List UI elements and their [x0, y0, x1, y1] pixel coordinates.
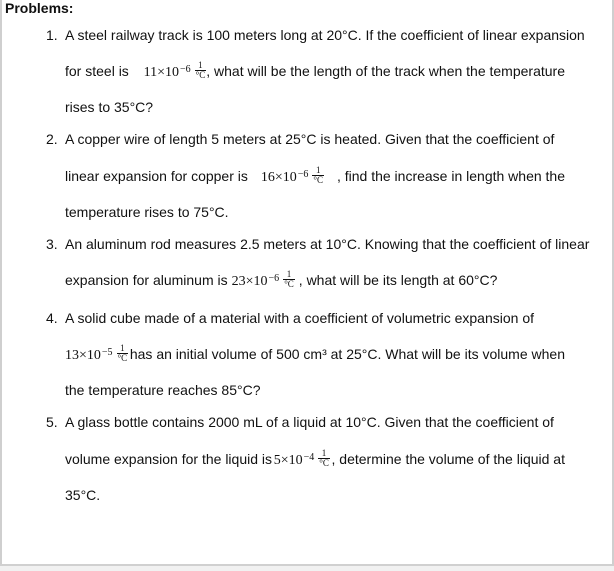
- problem-2-coef-exponent: −6: [297, 169, 309, 180]
- problem-5-coef-exponent: −4: [303, 452, 315, 463]
- problem-4-line-2-end: has an initial volume of 500 cm³ at 25°C. What will be its volume when: [129, 346, 565, 362]
- problem-3-coef-exponent: −6: [268, 273, 280, 284]
- problem-5-unit-fraction: [318, 449, 330, 468]
- problem-5-coefficient-value: [274, 453, 315, 468]
- problem-1-number: 1.: [46, 27, 58, 43]
- problem-1-coefficient: [143, 59, 565, 83]
- problem-1-unit-fraction: [195, 61, 207, 80]
- problem-5-line-1-text: A glass bottle contains 2000 mL of a liquid at 10°C. Given that the coefficient of: [65, 414, 554, 430]
- problem-3-line-2: [65, 268, 498, 292]
- problem-3-fraction-denominator: °C: [284, 278, 294, 289]
- problem-1-coef-base: 11×10: [143, 65, 179, 80]
- problem-3-line-2-end: , what will be its length at 60°C?: [298, 272, 498, 288]
- problem-1-line-1: [65, 26, 585, 44]
- problem-5-fraction-denominator: °C: [319, 457, 329, 468]
- problem-2-line-1-text: A copper wire of length 5 meters at 25°C is heated. Given that the coefficient of: [65, 131, 555, 147]
- problem-3-line-2-start: expansion for aluminum is: [65, 272, 228, 288]
- problem-1-line-2-end: , what will be the length of the track when the temperature: [206, 63, 565, 79]
- problem-4-line-1: [65, 309, 565, 327]
- problem-4-line-3: the temperature reaches 85°C?: [65, 382, 261, 398]
- problem-2-number: 2.: [46, 131, 58, 147]
- problem-1-fraction-numerator: 1: [195, 61, 207, 71]
- problem-5-line-2-end: , determine the volume of the liquid at: [331, 451, 565, 467]
- problem-1-fraction-denominator: °C: [195, 69, 206, 80]
- problem-4-coefficient-value: [65, 348, 113, 363]
- problems-heading: Problems:: [5, 0, 74, 16]
- problem-5-line-2-start: volume expansion for the liquid is: [65, 451, 273, 467]
- problem-4-unit-fraction: [117, 344, 129, 363]
- problem-4-coef-exponent: −5: [101, 347, 113, 358]
- problem-2-unit-fraction: [312, 166, 324, 185]
- problem-3-coef-base: 23×10: [231, 274, 268, 289]
- problem-3-line-1: [65, 235, 590, 253]
- problem-4-line-1-text: A solid cube made of a material with a coefficient of volumetric expansion of: [65, 310, 534, 326]
- problem-1-line-3: rises to 35°C?: [65, 99, 154, 115]
- problem-1-line-1-text: A steel railway track is 100 meters long at 20°C. If the coefficient of linear expansion: [65, 27, 585, 43]
- page-border-left: [0, 0, 2, 566]
- problem-4-coef-base: 13×10: [65, 348, 101, 363]
- problem-2-line-2-end: , find the increase in length when the: [336, 168, 565, 184]
- problem-3-number: 3.: [46, 236, 58, 252]
- problem-2-fraction-denominator: °C: [313, 174, 323, 185]
- problem-2-fraction-numerator: 1: [312, 166, 324, 176]
- problem-5-number: 5.: [46, 414, 58, 430]
- page-bottom-shadow: [0, 566, 614, 571]
- problem-3-unit-fraction: [283, 270, 295, 289]
- problem-1-line-2-start: for steel is: [65, 63, 129, 79]
- problem-2-coefficient-value: [261, 170, 309, 185]
- problem-5-line-2: [65, 447, 565, 471]
- problem-3-line-1-text: An aluminum rod measures 2.5 meters at 10°C. Knowing that the coefficient of linear: [65, 236, 590, 252]
- problem-4-fraction-numerator: 1: [117, 344, 129, 354]
- problem-2-line-2: [65, 164, 565, 188]
- problem-1-line-2: [65, 59, 565, 83]
- problem-4-fraction-denominator: °C: [117, 352, 128, 363]
- problem-1-coefficient-value: [144, 65, 191, 80]
- problem-2-coef-base: 16×10: [260, 170, 297, 185]
- problem-5-coef-base: 5×10: [273, 453, 303, 468]
- problem-2-coefficient: [260, 164, 324, 188]
- problem-2-line-2-start: linear expansion for copper is: [65, 168, 248, 184]
- problem-4-number: 4.: [46, 310, 58, 326]
- problem-4-coefficient: [65, 342, 128, 366]
- problem-5-line-3: 35°C.: [65, 487, 101, 503]
- problem-2-line-1: [65, 130, 565, 148]
- problem-5-fraction-numerator: 1: [318, 449, 330, 459]
- problem-3-fraction-numerator: 1: [283, 270, 295, 280]
- problem-1-coef-exponent: −6: [179, 64, 191, 75]
- problem-3-coefficient-value: [232, 274, 280, 289]
- problem-5-line-1: [65, 413, 565, 431]
- problem-2-line-3: temperature rises to 75°C.: [65, 204, 229, 220]
- problem-4-line-2: [65, 342, 565, 366]
- problem-5-coefficient: [273, 447, 330, 471]
